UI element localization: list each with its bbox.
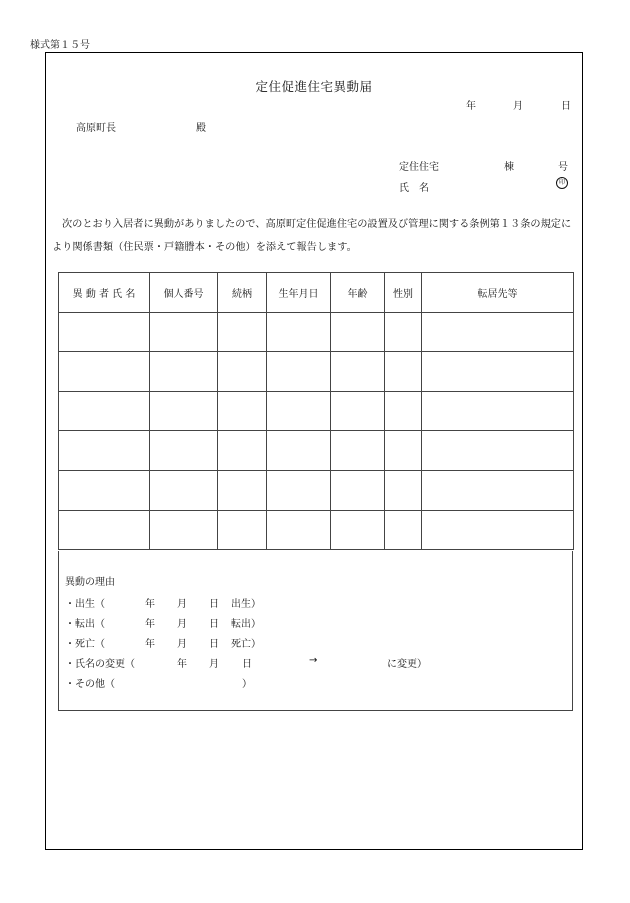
table-cell[interactable]	[331, 431, 385, 471]
reason-title: 異動の理由	[65, 577, 115, 588]
header-cell: 続柄	[218, 273, 267, 313]
table-cell[interactable]	[59, 352, 150, 392]
building-label: 棟	[504, 162, 514, 173]
table-cell[interactable]	[331, 470, 385, 510]
transfer-table	[58, 272, 574, 550]
reason-month: 月	[177, 639, 187, 650]
table-cell[interactable]	[422, 470, 574, 510]
table-cell[interactable]	[422, 352, 574, 392]
table-cell[interactable]	[150, 510, 218, 550]
table-cell[interactable]	[218, 352, 267, 392]
table-cell[interactable]	[267, 391, 331, 431]
form-title: 定住促進住宅異動届	[255, 79, 373, 94]
room-number-label: 号	[558, 162, 568, 173]
table-cell[interactable]	[267, 470, 331, 510]
table-cell[interactable]	[385, 470, 422, 510]
header-cell: 転居先等	[422, 273, 574, 313]
table-header-row	[59, 273, 574, 313]
reason-suffix: 転出）	[231, 619, 261, 630]
reason-year: 年	[145, 599, 155, 610]
table-cell[interactable]	[385, 391, 422, 431]
reason-year: 年	[145, 619, 155, 630]
reason-arrow: →	[309, 655, 318, 666]
table-cell[interactable]	[331, 510, 385, 550]
header-cell: 個人番号	[150, 273, 218, 313]
table-cell[interactable]	[267, 352, 331, 392]
header-cell: 性別	[385, 273, 422, 313]
reason-label: ・氏名の変更（	[65, 659, 135, 670]
reason-month: 月	[209, 659, 219, 670]
table-cell[interactable]	[59, 312, 150, 352]
table-cell[interactable]	[150, 312, 218, 352]
table-cell[interactable]	[59, 470, 150, 510]
table-cell[interactable]	[218, 470, 267, 510]
table-cell[interactable]	[218, 510, 267, 550]
reason-year: 年	[145, 639, 155, 650]
reason-month: 月	[177, 619, 187, 630]
applicant-name-label: 氏名	[399, 183, 439, 194]
reason-suffix: ）	[242, 679, 252, 690]
table-cell[interactable]	[385, 431, 422, 471]
table-cell[interactable]	[218, 391, 267, 431]
header-cell: 異 動 者 氏 名	[59, 273, 150, 313]
reason-day: 日	[209, 619, 219, 630]
table-cell[interactable]	[385, 510, 422, 550]
table-row	[59, 510, 574, 550]
reason-box	[58, 551, 573, 711]
honorific: 殿	[196, 123, 206, 134]
addressee: 高原町長	[76, 123, 116, 134]
table-cell[interactable]	[422, 510, 574, 550]
date-year-label: 年	[466, 101, 476, 112]
reason-suffix: に変更）	[387, 659, 427, 670]
table-row	[59, 391, 574, 431]
seal-mark: 印	[556, 177, 568, 189]
table-cell[interactable]	[331, 312, 385, 352]
table-row	[59, 470, 574, 510]
table-row	[59, 431, 574, 471]
form-number: 様式第１５号	[30, 40, 90, 51]
table-cell[interactable]	[150, 431, 218, 471]
date-month-label: 月	[513, 101, 523, 112]
table-cell[interactable]	[218, 312, 267, 352]
reason-label: ・出生（	[65, 599, 105, 610]
table-cell[interactable]	[331, 352, 385, 392]
table-cell[interactable]	[150, 470, 218, 510]
reason-suffix: 死亡）	[231, 639, 261, 650]
reason-day: 日	[209, 599, 219, 610]
body-text: 次のとおり入居者に異動がありましたので、高原町定住促進住宅の設置及び管理に関する条例第１３条の規定により関係書類（住民票・戸籍謄本・その他）を添えて報告します。	[52, 219, 572, 253]
table-cell[interactable]	[59, 391, 150, 431]
table-cell[interactable]	[385, 312, 422, 352]
house-label: 定住住宅	[399, 162, 439, 173]
table-cell[interactable]	[218, 431, 267, 471]
reason-label: ・転出（	[65, 619, 105, 630]
form-frame	[45, 52, 583, 850]
table-cell[interactable]	[331, 391, 385, 431]
reason-day: 日	[242, 659, 252, 670]
reason-label: ・死亡（	[65, 639, 105, 650]
table-cell[interactable]	[422, 312, 574, 352]
table-cell[interactable]	[385, 352, 422, 392]
header-cell: 年齢	[331, 273, 385, 313]
table-cell[interactable]	[150, 352, 218, 392]
table-cell[interactable]	[59, 510, 150, 550]
reason-label: ・その他（	[65, 679, 115, 690]
table-cell[interactable]	[59, 431, 150, 471]
table-row	[59, 312, 574, 352]
table-cell[interactable]	[267, 312, 331, 352]
table-cell[interactable]	[267, 510, 331, 550]
table-cell[interactable]	[150, 391, 218, 431]
reason-day: 日	[209, 639, 219, 650]
table-row	[59, 352, 574, 392]
table-cell[interactable]	[422, 391, 574, 431]
table-cell[interactable]	[422, 431, 574, 471]
header-cell: 生年月日	[267, 273, 331, 313]
date-day-label: 日	[561, 101, 571, 112]
reason-month: 月	[177, 599, 187, 610]
table-cell[interactable]	[267, 431, 331, 471]
reason-suffix: 出生）	[231, 599, 261, 610]
reason-year: 年	[177, 659, 187, 670]
